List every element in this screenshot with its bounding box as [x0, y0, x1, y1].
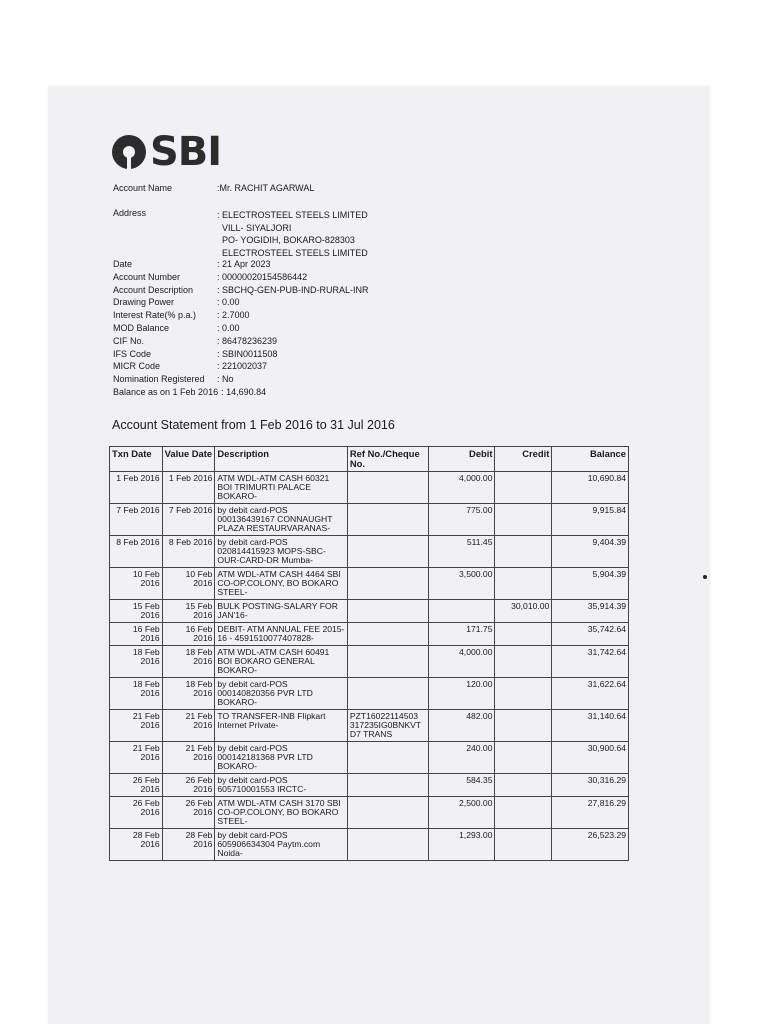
- transactions-body: [110, 472, 629, 861]
- address-line: PO- YOGIDIH, BOKARO-828303: [217, 235, 355, 246]
- table-row: [110, 829, 629, 861]
- table-row: [110, 678, 629, 710]
- debit-cell: 775.00: [428, 504, 495, 536]
- value-date-cell: 1 Feb 2016: [162, 472, 215, 504]
- ref-no-cell: [347, 797, 428, 829]
- info-label: Address: [113, 207, 147, 218]
- table-row: [110, 623, 629, 646]
- scan-speck: [703, 575, 707, 579]
- info-row-ifs-code: [113, 348, 369, 361]
- ref-no-cell: [347, 568, 428, 600]
- info-label: Account Name: [113, 183, 173, 193]
- value-date-cell: 7 Feb 2016: [162, 504, 215, 536]
- transactions-table: [109, 446, 629, 861]
- credit-cell: [495, 568, 552, 600]
- table-row: [110, 742, 629, 774]
- info-value: : 0.00: [217, 322, 240, 333]
- credit-cell: [495, 678, 552, 710]
- txn-date-cell: 21 Feb 2016: [110, 710, 163, 742]
- debit-cell: 1,293.00: [428, 829, 495, 861]
- info-value: : 21 Apr 2023: [217, 258, 271, 269]
- value-date-cell: 26 Feb 2016: [162, 797, 215, 829]
- ref-no-cell: [347, 472, 428, 504]
- credit-cell: [495, 504, 552, 536]
- info-row-interest-rate: [113, 309, 369, 322]
- description-cell: TO TRANSFER-INB Flipkart Internet Private-: [215, 710, 347, 742]
- info-row-drawing-power: [113, 296, 369, 309]
- credit-cell: [495, 472, 552, 504]
- value-date-cell: 21 Feb 2016: [162, 742, 215, 774]
- txn-date-cell: 15 Feb 2016: [110, 600, 163, 623]
- bank-logo: [112, 129, 222, 175]
- table-row: [110, 504, 629, 536]
- info-label: Account Description: [113, 284, 194, 295]
- info-row-mod-balance: [113, 322, 369, 335]
- description-cell: by debit card-POS 020814415923 MOPS-SBC-OUR-CARD-DR Mumba-: [215, 536, 347, 568]
- txn-date-cell: 21 Feb 2016: [110, 742, 163, 774]
- credit-cell: [495, 646, 552, 678]
- description-cell: by debit card-POS 605710001553 IRCTC-: [215, 774, 347, 797]
- value-date-cell: 16 Feb 2016: [162, 623, 215, 646]
- balance-cell: 35,914.39: [552, 600, 629, 623]
- table-row: [110, 536, 629, 568]
- debit-cell: 3,500.00: [428, 568, 495, 600]
- table-row: [110, 600, 629, 623]
- debit-cell: [428, 600, 495, 623]
- value-date-cell: 10 Feb 2016: [162, 568, 215, 600]
- info-label: Drawing Power: [113, 297, 175, 308]
- credit-cell: [495, 797, 552, 829]
- info-row-account-name: [113, 182, 369, 195]
- address-line: ELECTROSTEEL STEELS LIMITED: [217, 248, 368, 259]
- info-row-cif-no: [113, 335, 369, 348]
- bank-name: SBI: [150, 129, 222, 175]
- debit-cell: 4,000.00: [428, 646, 495, 678]
- info-label: Nomination Registered: [113, 374, 205, 385]
- txn-date-cell: 8 Feb 2016: [110, 536, 163, 568]
- debit-cell: 171.75: [428, 623, 495, 646]
- debit-cell: 482.00: [428, 710, 495, 742]
- value-date-cell: 15 Feb 2016: [162, 600, 215, 623]
- column-header: Credit: [495, 447, 552, 472]
- txn-date-cell: 18 Feb 2016: [110, 678, 163, 710]
- address-lines: [217, 207, 368, 260]
- txn-date-cell: 1 Feb 2016: [110, 472, 163, 504]
- info-value: : SBIN0011508: [217, 348, 278, 359]
- info-label: MICR Code: [113, 361, 161, 372]
- description-cell: ATM WDL-ATM CASH 60321 BOI TRIMURTI PALACE BOKARO-: [215, 472, 347, 504]
- info-value: : 2.7000: [217, 310, 250, 321]
- column-header: Balance: [552, 447, 629, 472]
- info-row-opening-balance: [113, 386, 369, 399]
- value-date-cell: 21 Feb 2016: [162, 710, 215, 742]
- statement-title: Account Statement from 1 Feb 2016 to 31 Jul 2016: [112, 418, 395, 432]
- value-date-cell: 18 Feb 2016: [162, 678, 215, 710]
- description-cell: by debit card-POS 605906634304 Paytm.com Noida-: [215, 829, 347, 861]
- debit-cell: 4,000.00: [428, 472, 495, 504]
- info-row-micr-code: [113, 360, 369, 373]
- description-cell: DEBIT- ATM ANNUAL FEE 2015-16 - 4591510077407828-: [215, 623, 347, 646]
- balance-cell: 30,900.64: [552, 742, 629, 774]
- ref-no-cell: [347, 774, 428, 797]
- info-value: : 00000020154586442: [217, 271, 308, 282]
- value-date-cell: 28 Feb 2016: [162, 829, 215, 861]
- table-row: [110, 710, 629, 742]
- balance-cell: 26,523.29: [552, 829, 629, 861]
- ref-no-cell: [347, 678, 428, 710]
- credit-cell: [495, 536, 552, 568]
- info-row-account-number: [113, 271, 369, 284]
- info-label: Date: [113, 258, 133, 269]
- info-value: : 0.00: [217, 297, 240, 308]
- value-date-cell: 26 Feb 2016: [162, 774, 215, 797]
- credit-cell: 30,010.00: [495, 600, 552, 623]
- column-header: Description: [215, 447, 347, 472]
- balance-cell: 9,915.84: [552, 504, 629, 536]
- info-row-nomination: [113, 373, 369, 386]
- table-row: [110, 646, 629, 678]
- description-cell: ATM WDL-ATM CASH 4464 SBI CO-OP.COLONY, BO BOKARO STEEL-: [215, 568, 347, 600]
- info-label: Interest Rate(% p.a.): [113, 310, 197, 321]
- description-cell: ATM WDL-ATM CASH 3170 SBI CO-OP.COLONY, BO BOKARO STEEL-: [215, 797, 347, 829]
- ref-no-cell: [347, 829, 428, 861]
- credit-cell: [495, 829, 552, 861]
- table-row: [110, 774, 629, 797]
- credit-cell: [495, 710, 552, 742]
- balance-cell: 35,742.64: [552, 623, 629, 646]
- info-label: Balance as on 1 Feb 2016: [113, 386, 219, 397]
- column-header: Debit: [428, 447, 495, 472]
- description-cell: by debit card-POS 000140820356 PVR LTD BOKARO-: [215, 678, 347, 710]
- ref-no-cell: PZT16022114503 317235IG0BNKVT D7 TRANS: [347, 710, 428, 742]
- balance-cell: 31,622.64: [552, 678, 629, 710]
- debit-cell: 584.35: [428, 774, 495, 797]
- table-row: [110, 568, 629, 600]
- ref-no-cell: [347, 536, 428, 568]
- description-cell: BULK POSTING-SALARY FOR JAN'16-: [215, 600, 347, 623]
- description-cell: ATM WDL-ATM CASH 60491 BOI BOKARO GENERAL BOKARO-: [215, 646, 347, 678]
- debit-cell: 240.00: [428, 742, 495, 774]
- description-cell: by debit card-POS 000136439167 CONNAUGHT PLAZA RESTAURVARANAS-: [215, 504, 347, 536]
- debit-cell: 511.45: [428, 536, 495, 568]
- balance-cell: 10,690.84: [552, 472, 629, 504]
- txn-date-cell: 7 Feb 2016: [110, 504, 163, 536]
- sbi-logo-icon: [112, 135, 146, 169]
- info-label: MOD Balance: [113, 322, 170, 333]
- balance-cell: 27,816.29: [552, 797, 629, 829]
- table-row: [110, 472, 629, 504]
- info-label: Account Number: [113, 271, 181, 282]
- credit-cell: [495, 623, 552, 646]
- credit-cell: [495, 742, 552, 774]
- address-line: VILL- SIYALJORI: [217, 222, 292, 233]
- ref-no-cell: [347, 646, 428, 678]
- balance-cell: 30,316.29: [552, 774, 629, 797]
- address-line: : ELECTROSTEEL STEELS LIMITED: [217, 209, 368, 220]
- info-value: : 86478236239: [217, 335, 278, 346]
- account-info: [113, 182, 369, 399]
- balance-cell: 31,140.64: [552, 710, 629, 742]
- debit-cell: 120.00: [428, 678, 495, 710]
- balance-cell: 31,742.64: [552, 646, 629, 678]
- description-cell: by debit card-POS 000142181368 PVR LTD BOKARO-: [215, 742, 347, 774]
- info-value: : No: [217, 374, 234, 385]
- column-header: Value Date: [162, 447, 215, 472]
- ref-no-cell: [347, 600, 428, 623]
- txn-date-cell: 18 Feb 2016: [110, 646, 163, 678]
- ref-no-cell: [347, 623, 428, 646]
- balance-cell: 5,904.39: [552, 568, 629, 600]
- value-date-cell: 18 Feb 2016: [162, 646, 215, 678]
- ref-no-cell: [347, 504, 428, 536]
- info-label: CIF No.: [113, 335, 145, 346]
- debit-cell: 2,500.00: [428, 797, 495, 829]
- info-row-address: [113, 207, 369, 260]
- info-value: : 221002037: [217, 361, 268, 372]
- txn-date-cell: 28 Feb 2016: [110, 829, 163, 861]
- value-date-cell: 8 Feb 2016: [162, 536, 215, 568]
- info-value: :Mr. RACHIT AGARWAL: [217, 183, 315, 193]
- credit-cell: [495, 774, 552, 797]
- info-label: IFS Code: [113, 348, 152, 359]
- balance-cell: 9,404.39: [552, 536, 629, 568]
- txn-date-cell: 10 Feb 2016: [110, 568, 163, 600]
- table-row: [110, 797, 629, 829]
- ref-no-cell: [347, 742, 428, 774]
- info-value: : 14,690.84: [221, 386, 267, 397]
- table-header-row: [110, 447, 629, 472]
- info-value: : SBCHQ-GEN-PUB-IND-RURAL-INR: [217, 284, 369, 295]
- txn-date-cell: 26 Feb 2016: [110, 797, 163, 829]
- info-row-account-description: [113, 284, 369, 297]
- txn-date-cell: 26 Feb 2016: [110, 774, 163, 797]
- column-header: Ref No./Cheque No.: [347, 447, 428, 472]
- column-header: Txn Date: [110, 447, 163, 472]
- txn-date-cell: 16 Feb 2016: [110, 623, 163, 646]
